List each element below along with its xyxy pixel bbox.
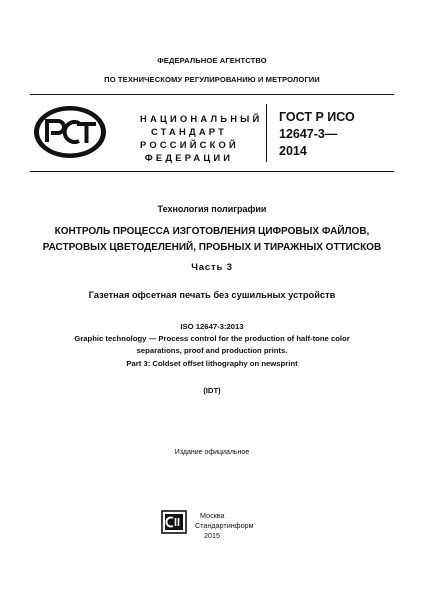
vertical-divider — [266, 104, 267, 162]
standard-label-line: ФЕДЕРАЦИИ — [144, 152, 234, 163]
standard-label-line: РОССИЙСКОЙ — [140, 139, 239, 150]
rst-logo — [32, 104, 108, 160]
designation-line: 2014 — [279, 144, 307, 158]
standard-label — [140, 112, 263, 164]
top-divider — [30, 94, 394, 95]
document-title — [0, 224, 424, 256]
standard-label-line: НАЦИОНАЛЬНЫЙ — [140, 113, 263, 124]
part-subtitle: Газетная офсетная печать без сушильных устройств — [88, 290, 336, 300]
rst-logo-icon — [32, 104, 108, 160]
english-title-line: separations, proof and production prints. — [136, 346, 288, 356]
english-title-block — [0, 321, 424, 370]
standard-designation — [279, 109, 389, 160]
edition-label: Издание официальное — [174, 449, 250, 456]
publisher-logo-icon — [161, 510, 187, 534]
designation-line: 12647-3— — [279, 127, 338, 141]
subject-heading: Технология полиграфии — [157, 204, 267, 214]
publisher-name: Стандартинформ — [195, 521, 254, 530]
agency-name-line1: ФЕДЕРАЛЬНОЕ АГЕНТСТВО — [157, 56, 267, 65]
idt-label: (IDT) — [203, 386, 221, 395]
agency-name-line2: ПО ТЕХНИЧЕСКОМУ РЕГУЛИРОВАНИЮ И МЕТРОЛОГИИ — [104, 75, 320, 84]
publisher-city: Москва — [200, 511, 225, 520]
part-number: Часть 3 — [191, 262, 233, 273]
designation-line: ГОСТ Р ИСО — [279, 110, 355, 124]
standard-label-line: СТАНДАРТ — [150, 126, 228, 137]
publisher-info — [195, 511, 254, 541]
english-title-line: Part 3: Coldset offset lithography on newsprint — [126, 358, 298, 368]
publisher-year: 2015 — [204, 531, 220, 540]
title-line: РАСТРОВЫХ ЦВЕТОДЕЛЕНИЙ, ПРОБНЫХ И ТИРАЖНЫХ ОТТИСКОВ — [42, 242, 382, 253]
title-line: КОНТРОЛЬ ПРОЦЕССА ИЗГОТОВЛЕНИЯ ЦИФРОВЫХ ФАЙЛОВ, — [54, 226, 370, 237]
iso-reference: ISO 12647-3:2013 — [180, 322, 244, 331]
middle-divider — [30, 171, 394, 172]
english-title-line: Graphic technology — Process control for the production of half-tone color — [74, 334, 350, 344]
publisher-logo — [161, 510, 187, 534]
